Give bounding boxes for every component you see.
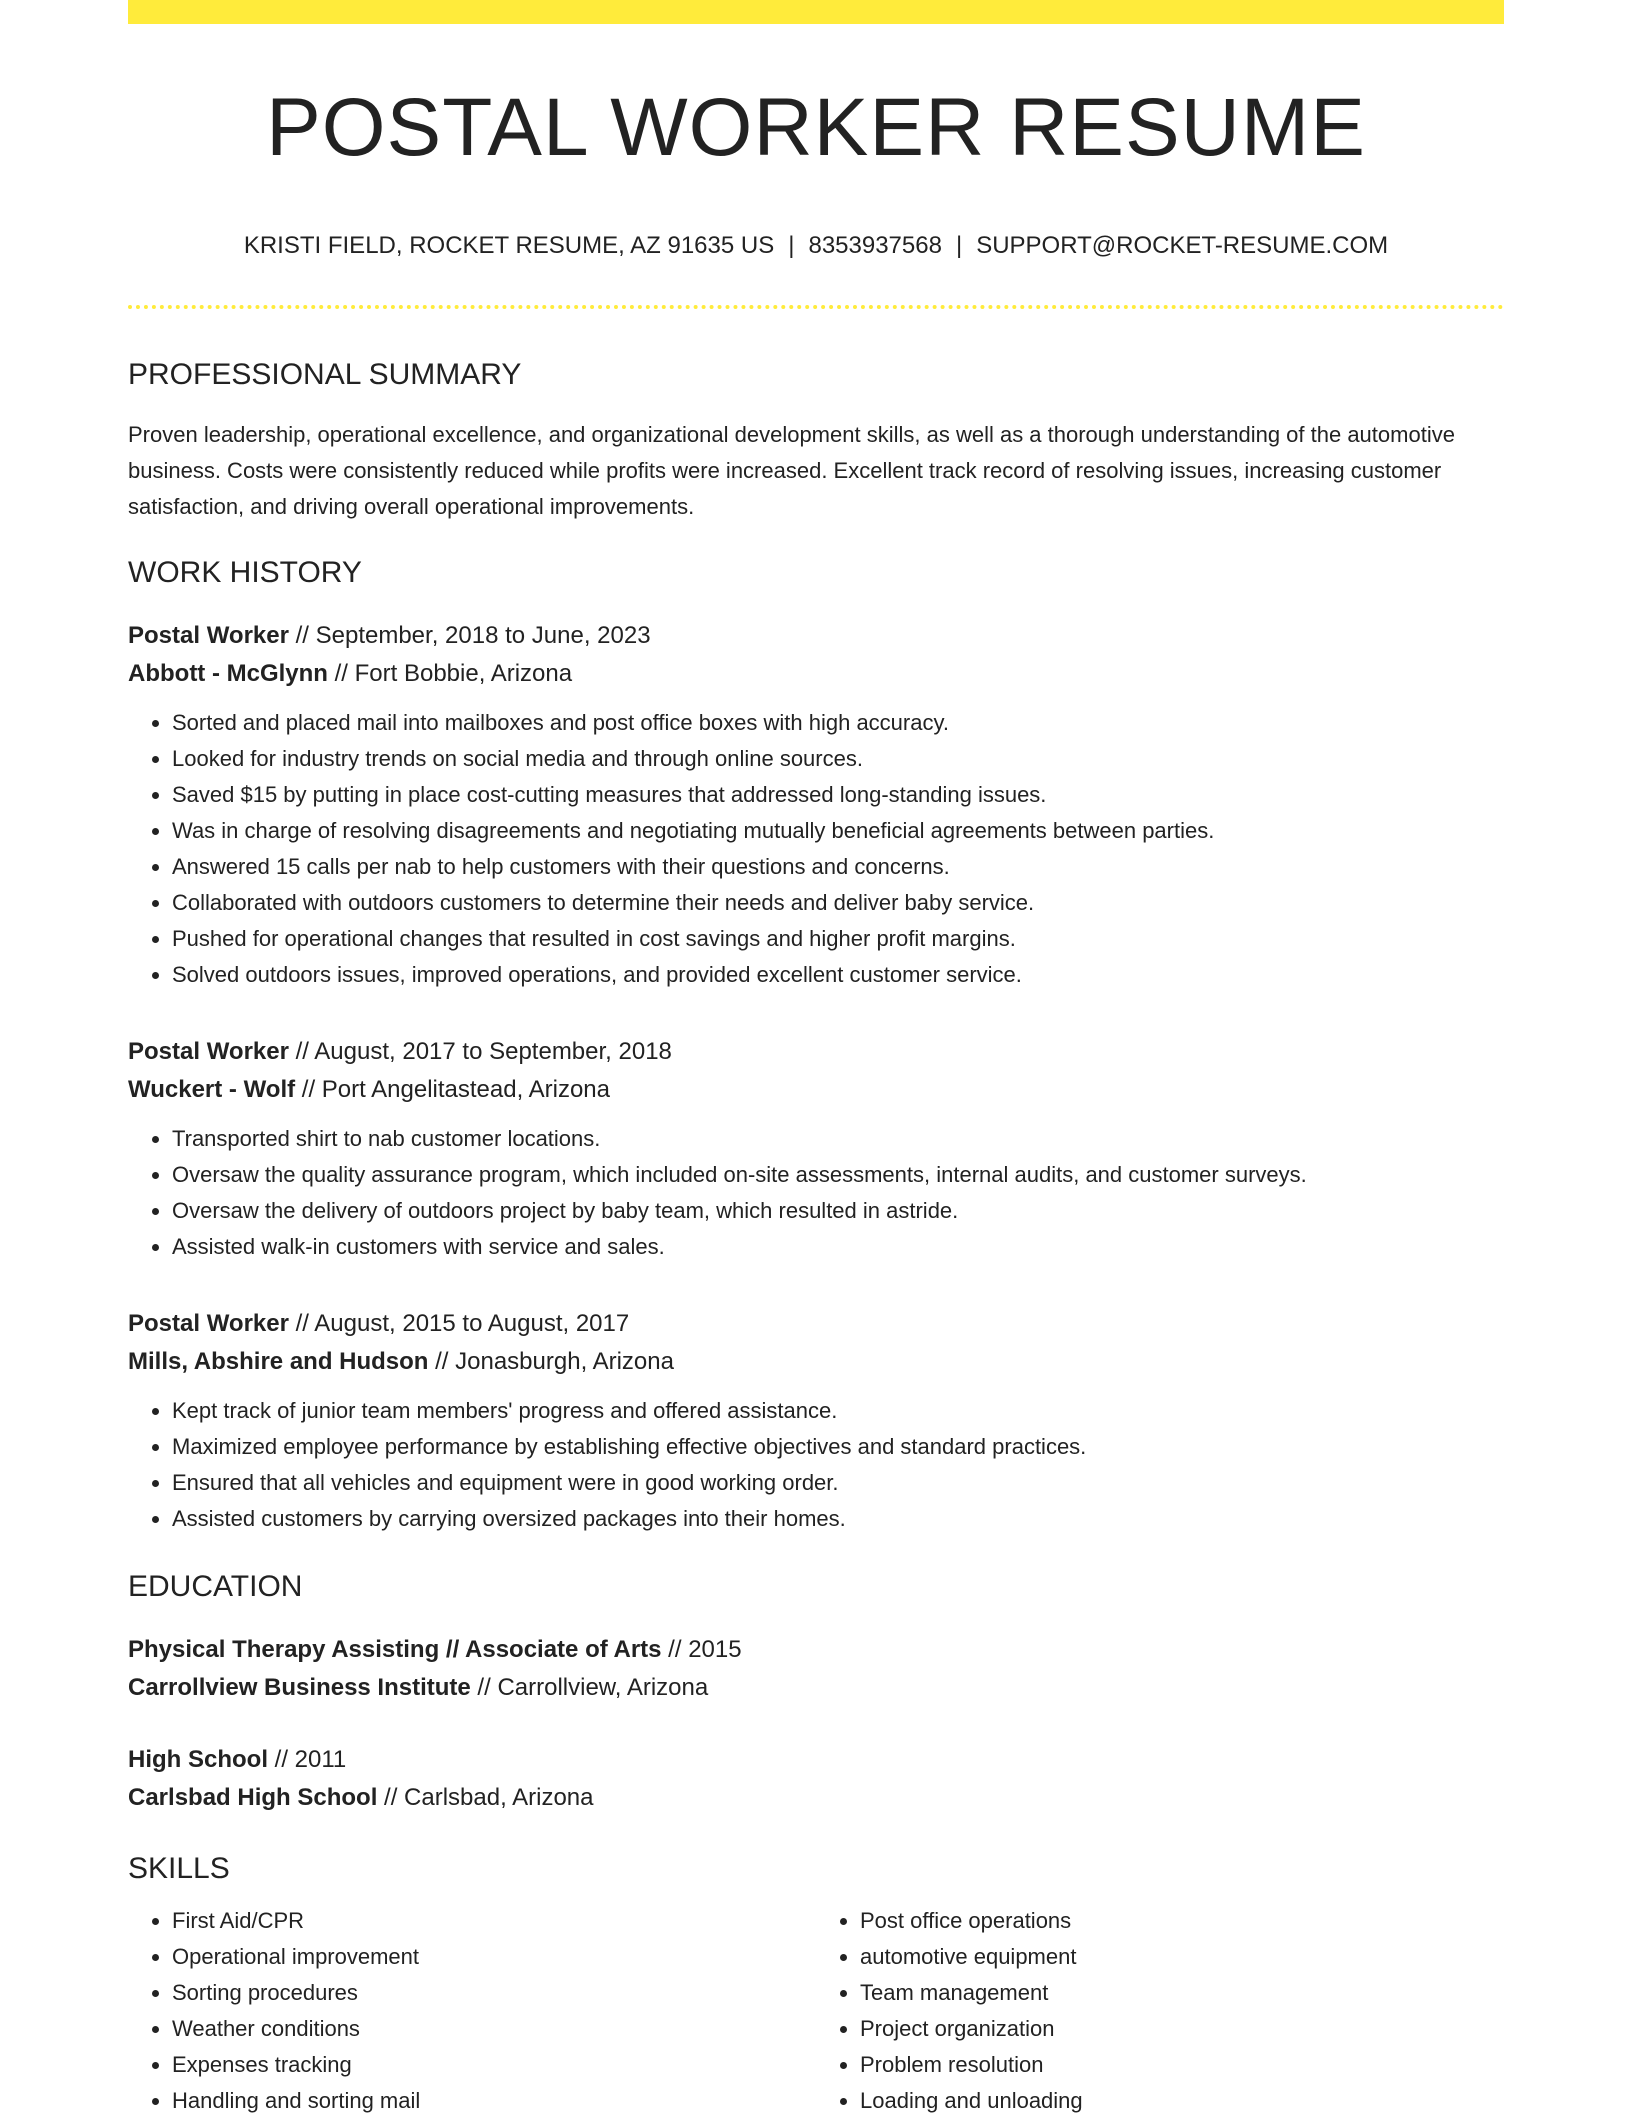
skill-item: • Post office operations xyxy=(860,1903,1504,1939)
skill-item: • First Aid/CPR xyxy=(172,1903,816,1939)
job-company-line xyxy=(128,1343,1504,1381)
job-title: Postal Worker xyxy=(128,1037,289,1065)
job-bullet: • Solved outdoors issues, improved operations, and provided excellent customer service. xyxy=(172,957,1504,993)
job-company: Abbott - McGlynn xyxy=(128,659,328,687)
skill-item: • Team management xyxy=(860,1975,1504,2011)
skill-item: • Weather conditions xyxy=(172,2011,816,2047)
skill-item: • Expenses tracking xyxy=(172,2047,816,2083)
job-bullet: • Assisted walk-in customers with service and sales. xyxy=(172,1229,1504,1265)
resume-page xyxy=(128,0,1504,2119)
job-bullet: • Was in charge of resolving disagreements and negotiating mutually beneficial agreements between parties. xyxy=(172,813,1504,849)
job-bullet: • Sorted and placed mail into mailboxes and post office boxes with high accuracy. xyxy=(172,705,1504,741)
education-school: Carrollview Business Institute xyxy=(128,1673,471,1701)
section-heading-work: WORK HISTORY xyxy=(128,555,362,589)
skill-item: • Project organization xyxy=(860,2011,1504,2047)
education-entry xyxy=(128,1741,1504,1817)
skill-item: • Loading and unloading xyxy=(860,2083,1504,2119)
education-location: // Carlsbad, Arizona xyxy=(377,1783,594,1811)
contact-separator: | xyxy=(955,232,963,259)
education-year: // 2011 xyxy=(268,1745,347,1773)
skill-item: • Problem resolution xyxy=(860,2047,1504,2083)
contact-line xyxy=(128,232,1504,261)
education-degree-line xyxy=(128,1741,1504,1779)
job-bullets xyxy=(128,705,1504,993)
contact-phone: 8353937568 xyxy=(808,232,942,259)
contact-separator: | xyxy=(788,232,795,259)
job-title: Postal Worker xyxy=(128,1309,289,1337)
job-location: // Port Angelitastead, Arizona xyxy=(295,1075,610,1103)
job-dates: // September, 2018 to June, 2023 xyxy=(288,621,651,649)
summary-text: Proven leadership, operational excellence, and organizational development skills, as well as a thorough understanding of the automotive business. Costs were consistently reduced while profits were increased. Excellent track record of resolving issues, increasing customer satisfaction, and driving overall operational improvements. xyxy=(128,421,1455,519)
skill-item: • Handling and sorting mail xyxy=(172,2083,816,2119)
job-dates: // August, 2017 to September, 2018 xyxy=(288,1037,672,1065)
job-bullet: • Kept track of junior team members' progress and offered assistance. xyxy=(172,1393,1504,1429)
job-bullet: • Oversaw the delivery of outdoors project by baby team, which resulted in astride. xyxy=(172,1193,1504,1229)
job-bullet: • Pushed for operational changes that resulted in cost savings and higher profit margins. xyxy=(172,921,1504,957)
job-bullet: • Ensured that all vehicles and equipment were in good working order. xyxy=(172,1465,1504,1501)
skill-item: • automotive equipment xyxy=(860,1939,1504,1975)
education-school-line xyxy=(128,1669,1504,1707)
job-entry xyxy=(128,1033,1504,1265)
job-title-line xyxy=(128,617,1504,655)
dotted-divider xyxy=(128,305,1504,309)
resume-title: POSTAL WORKER RESUME xyxy=(266,82,1366,173)
section-heading-skills: SKILLS xyxy=(128,1851,230,1885)
contact-address: KRISTI FIELD, ROCKET RESUME, AZ 91635 US xyxy=(243,232,775,259)
job-bullets xyxy=(128,1121,1504,1265)
skill-item: • Sorting procedures xyxy=(172,1975,816,2011)
job-bullet: • Assisted customers by carrying oversized packages into their homes. xyxy=(172,1501,1504,1537)
job-entry xyxy=(128,617,1504,993)
job-bullet: • Oversaw the quality assurance program, which included on-site assessments, internal audits, and customer surveys. xyxy=(172,1157,1504,1193)
job-bullet: • Answered 15 calls per nab to help customers with their questions and concerns. xyxy=(172,849,1504,885)
accent-bar xyxy=(128,0,1504,24)
job-bullet: • Collaborated with outdoors customers to determine their needs and deliver baby service. xyxy=(172,885,1504,921)
job-company-line xyxy=(128,1071,1504,1109)
job-company: Mills, Abshire and Hudson xyxy=(128,1347,429,1375)
education-location: // Carrollview, Arizona xyxy=(470,1673,709,1701)
job-bullet: • Saved $15 by putting in place cost-cutting measures that addressed long-standing issues. xyxy=(172,777,1504,813)
job-bullet: • Looked for industry trends on social media and through online sources. xyxy=(172,741,1504,777)
job-location: // Fort Bobbie, Arizona xyxy=(327,659,573,687)
education-school-line xyxy=(128,1779,1504,1817)
education-degree: High School xyxy=(128,1745,268,1773)
job-entry xyxy=(128,1305,1504,1537)
job-location: // Jonasburgh, Arizona xyxy=(428,1347,674,1375)
job-title-line xyxy=(128,1305,1504,1343)
section-heading-education: EDUCATION xyxy=(128,1569,303,1603)
job-company-line xyxy=(128,655,1504,693)
job-dates: // August, 2015 to August, 2017 xyxy=(288,1309,630,1337)
skills-column-right xyxy=(816,1903,1504,2119)
education-degree: Physical Therapy Assisting // Associate of Arts xyxy=(128,1635,662,1663)
job-bullet: • Maximized employee performance by establishing effective objectives and standard practices. xyxy=(172,1429,1504,1465)
education-year: // 2015 xyxy=(661,1635,742,1663)
education-school: Carlsbad High School xyxy=(128,1783,378,1811)
job-company: Wuckert - Wolf xyxy=(128,1075,296,1103)
education-entry xyxy=(128,1631,1504,1707)
skills-grid xyxy=(128,1903,1504,2119)
contact-email: SUPPORT@ROCKET-RESUME.COM xyxy=(976,232,1389,259)
job-bullet: • Transported shirt to nab customer locations. xyxy=(172,1121,1504,1157)
education-degree-line xyxy=(128,1631,1504,1669)
section-heading-summary: PROFESSIONAL SUMMARY xyxy=(128,357,522,391)
job-bullets xyxy=(128,1393,1504,1537)
skill-item: • Operational improvement xyxy=(172,1939,816,1975)
job-title-line xyxy=(128,1033,1504,1071)
job-title: Postal Worker xyxy=(128,621,289,649)
skills-column-left xyxy=(128,1903,816,2119)
